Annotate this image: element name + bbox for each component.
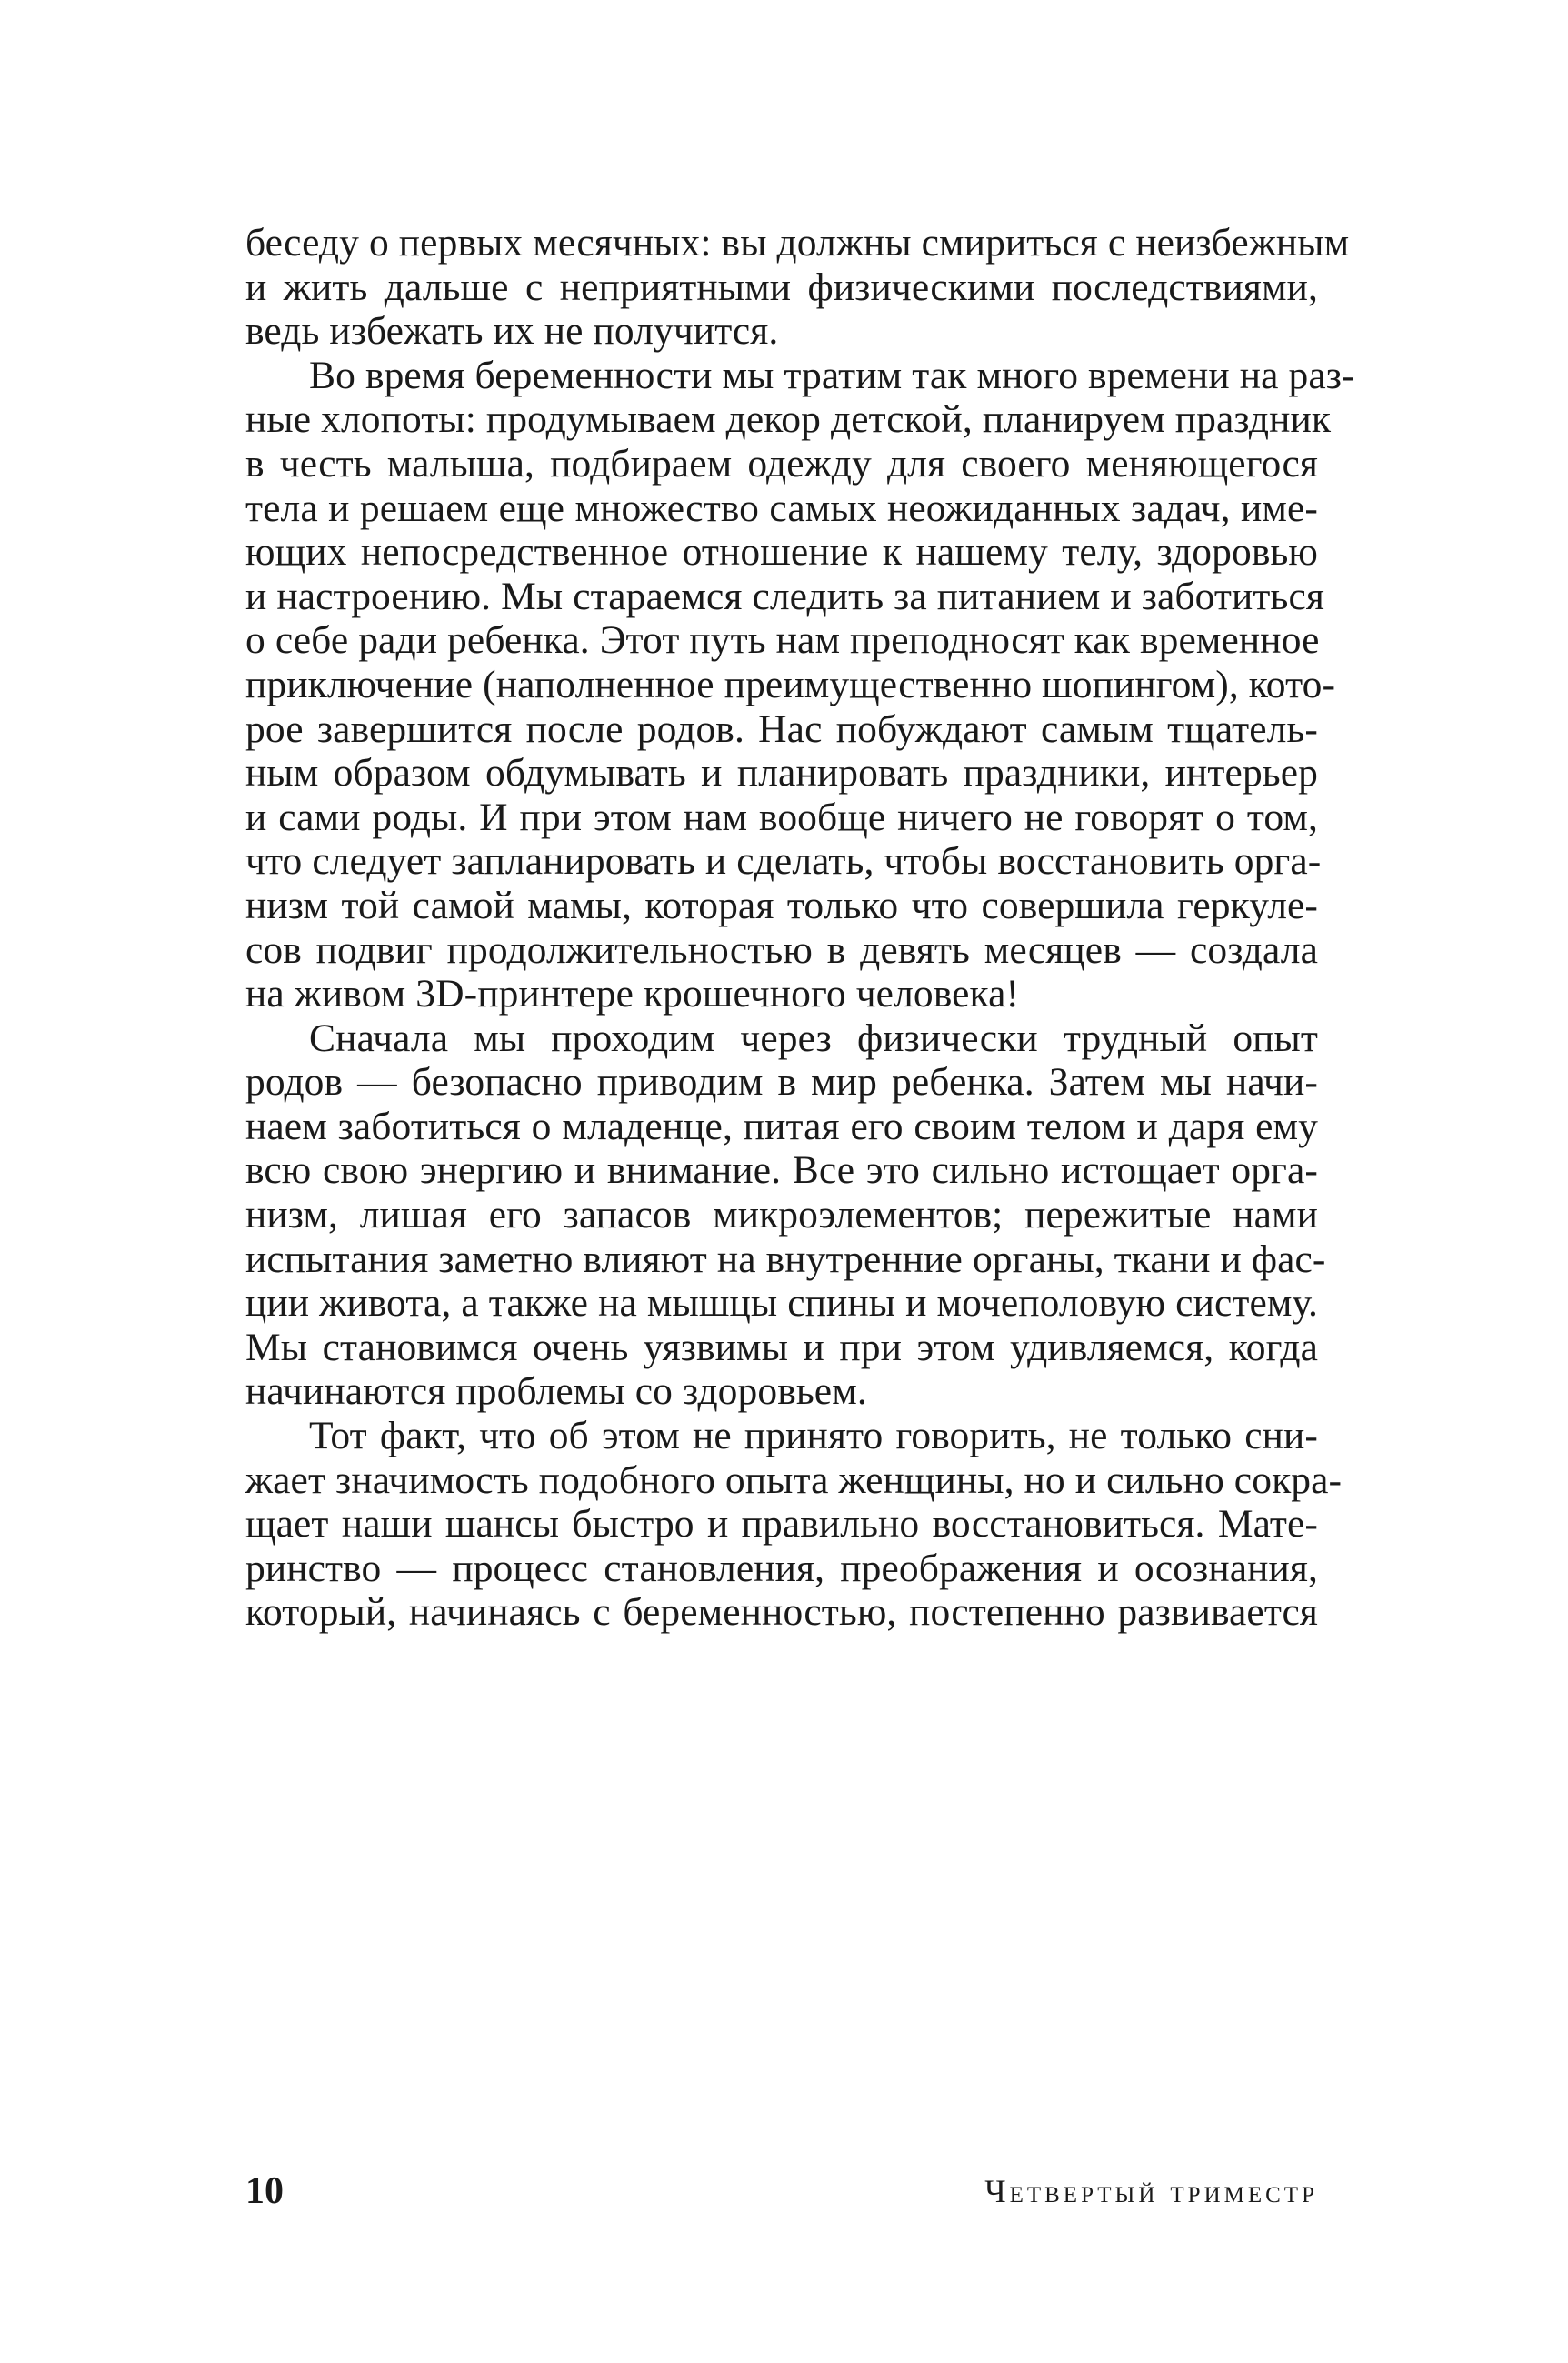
text-line: ринство — процесс становления, преображения и осознания, xyxy=(245,1546,1318,1590)
text-line: сов подвиг продолжительностью в девять месяцев — создала xyxy=(245,927,1318,972)
text-line: жает значимость подобного опыта женщины, но и сильно сокра- xyxy=(245,1457,1343,1502)
paragraph xyxy=(245,1016,1326,1414)
text-line: щает наши шансы быстро и правильно восстановиться. Мате- xyxy=(245,1502,1318,1547)
text-line: наем заботиться о младенце, питая его своим телом и даря ему xyxy=(245,1104,1318,1148)
page-number: 10 xyxy=(245,2170,284,2212)
text-line: испытания заметно влияют на внутренние органы, ткани и фас- xyxy=(245,1237,1326,1281)
text-line: Сначала мы проходим через физически трудный опыт xyxy=(309,1016,1318,1060)
text-line: ции живота, а также на мышцы спины и мочеполовую систему. xyxy=(245,1281,1318,1326)
text-line: и настроению. Мы стараемся следить за питанием и заботиться xyxy=(245,574,1324,618)
page-footer xyxy=(245,2168,1318,2223)
text-line: на живом 3D-принтере крошечного человека! xyxy=(245,972,1020,1016)
text-line: Во время беременности мы тратим так много времени на раз- xyxy=(309,353,1355,397)
text-line: беседу о первых месячных: вы должны смириться с неизбежным xyxy=(245,221,1350,265)
paragraph xyxy=(245,353,1355,1016)
text-line: ведь избежать их не получится. xyxy=(245,309,779,354)
text-line: ные хлопоты: продумываем декор детской, планируем праздник xyxy=(245,397,1332,442)
text-line: низм, лишая его запасов микроэлементов; пережитые нами xyxy=(245,1193,1318,1237)
text-line: Тот факт, что об этом не принято говорить, не только сни- xyxy=(309,1414,1318,1458)
text-line: ющих непосредственное отношение к нашему телу, здоровью xyxy=(245,530,1318,575)
page-body xyxy=(245,221,1355,1635)
text-line: приключение (наполненное преимущественно шопингом), кото- xyxy=(245,662,1336,706)
text-line: Мы становимся очень уязвимы и при этом удивляемся, когда xyxy=(245,1325,1318,1369)
running-title: Четвертый триместр xyxy=(984,2173,1318,2209)
text-line: и жить дальше с неприятными физическими последствиями, xyxy=(245,265,1318,309)
text-line: и сами роды. И при этом нам вообще ничего не говорят о том, xyxy=(245,795,1318,839)
text-line: низм той самой мамы, которая только что совершила геркуле- xyxy=(245,883,1318,927)
text-line: начинаются проблемы со здоровьем. xyxy=(245,1369,867,1414)
text-line: тела и решаем еще множество самых неожиданных задач, име- xyxy=(245,486,1318,530)
text-line: что следует запланировать и сделать, чтобы восстановить орга- xyxy=(245,839,1322,884)
paragraph xyxy=(245,1414,1343,1635)
text-line: о себе ради ребенка. Этот путь нам преподносят как временное xyxy=(245,618,1320,663)
text-line: который, начинаясь с беременностью, постепенно развивается xyxy=(245,1590,1318,1635)
paragraph xyxy=(245,221,1350,354)
text-line: всю свою энергию и внимание. Все это сильно истощает орга- xyxy=(245,1148,1318,1193)
text-line: рое завершится после родов. Нас побуждают самым тщатель- xyxy=(245,706,1318,751)
text-line: ным образом обдумывать и планировать праздники, интерьер xyxy=(245,751,1318,796)
text-line: родов — безопасно приводим в мир ребенка. Затем мы начи- xyxy=(245,1060,1318,1105)
text-line: в честь малыша, подбираем одежду для своего меняющегося xyxy=(245,441,1318,486)
